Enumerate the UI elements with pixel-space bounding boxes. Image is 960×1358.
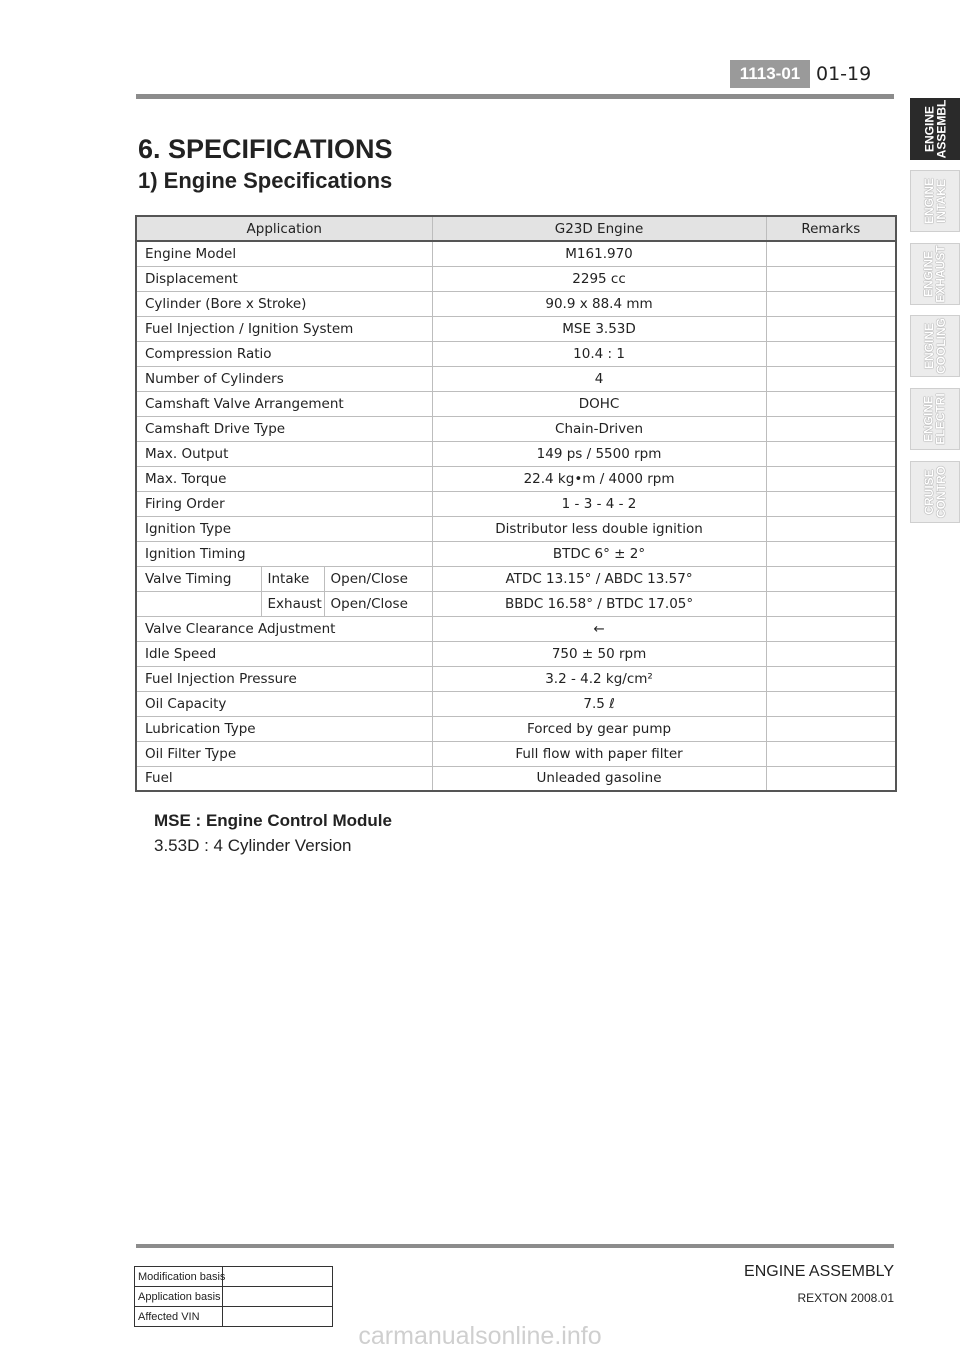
table-row [136, 641, 896, 666]
side-tab-engine-assembly[interactable] [910, 98, 960, 160]
row-remarks [766, 491, 896, 516]
side-tab-engine-exhaust[interactable] [910, 243, 960, 305]
row-value: Unleaded gasoline [432, 766, 766, 791]
row-value: Distributor less double ignition [432, 516, 766, 541]
mod-value [223, 1287, 333, 1307]
row-value: 90.9 x 88.4 mm [432, 291, 766, 316]
row-label: Number of Cylinders [136, 366, 432, 391]
row-value: Chain-Driven [432, 416, 766, 441]
side-tab-engine-electrical[interactable] [910, 388, 960, 450]
table-row [136, 541, 896, 566]
intake-value: ATDC 13.15° / ABDC 13.57° [432, 566, 766, 591]
side-tab-line: ENGINE [922, 323, 936, 370]
engine-specifications-table [135, 215, 897, 792]
row-value: M161.970 [432, 241, 766, 266]
header-application: Application [136, 216, 432, 241]
table-row [135, 1287, 333, 1307]
row-label: Engine Model [136, 241, 432, 266]
table-row [136, 391, 896, 416]
side-tab-line: ENGINE [922, 105, 937, 153]
row-remarks [766, 641, 896, 666]
table-row [136, 716, 896, 741]
row-label: Displacement [136, 266, 432, 291]
row-value: 2295 cc [432, 266, 766, 291]
row-remarks [766, 591, 896, 616]
row-remarks [766, 516, 896, 541]
note-mse: MSE : Engine Control Module [154, 811, 392, 830]
row-remarks [766, 741, 896, 766]
row-remarks [766, 541, 896, 566]
table-row [136, 516, 896, 541]
table-row [136, 341, 896, 366]
table-row [136, 241, 896, 266]
row-remarks [766, 566, 896, 591]
row-remarks [766, 316, 896, 341]
intake-label: Intake [261, 566, 324, 591]
side-tab-cruise-control[interactable] [910, 461, 960, 523]
row-remarks [766, 241, 896, 266]
row-label: Fuel [136, 766, 432, 791]
table-row [136, 766, 896, 791]
side-tab-line: COOLING [934, 318, 948, 374]
table-row [135, 1267, 333, 1287]
row-remarks [766, 716, 896, 741]
table-header-row [136, 216, 896, 241]
table-row [136, 691, 896, 716]
row-remarks [766, 616, 896, 641]
side-tab-engine-intake[interactable] [910, 170, 960, 232]
header-engine: G23D Engine [432, 216, 766, 241]
note-version: 3.53D : 4 Cylinder Version [154, 836, 352, 855]
row-value: 750 ± 50 rpm [432, 641, 766, 666]
side-tab-line: CONTRO [934, 466, 948, 518]
table-row [136, 741, 896, 766]
row-remarks [766, 466, 896, 491]
row-label: Compression Ratio [136, 341, 432, 366]
table-row [136, 366, 896, 391]
row-remarks [766, 416, 896, 441]
watermark: carmanualsonline.info [358, 1322, 602, 1350]
row-remarks [766, 366, 896, 391]
footer-title: ENGINE ASSEMBLY [744, 1263, 894, 1280]
side-tab-line: ASSEMBL [934, 99, 949, 159]
table-row [136, 416, 896, 441]
row-value: 1 - 3 - 4 - 2 [432, 491, 766, 516]
row-value: 7.5 ℓ [432, 691, 766, 716]
header-divider [136, 94, 894, 99]
section-title: 6. SPECIFICATIONS [138, 134, 393, 164]
row-remarks [766, 291, 896, 316]
side-tab-line: CRUISE [922, 469, 936, 515]
row-remarks [766, 691, 896, 716]
row-label: Ignition Type [136, 516, 432, 541]
table-row [136, 666, 896, 691]
row-label: Fuel Injection / Ignition System [136, 316, 432, 341]
row-label: Lubrication Type [136, 716, 432, 741]
table-row [136, 491, 896, 516]
document-code-badge: 1113-01 [730, 60, 810, 88]
row-label: Cylinder (Bore x Stroke) [136, 291, 432, 316]
row-label: Valve Clearance Adjustment [136, 616, 432, 641]
table-row [136, 266, 896, 291]
row-remarks [766, 441, 896, 466]
exhaust-mode: Open/Close [324, 591, 432, 616]
footer-subtitle: REXTON 2008.01 [797, 1291, 894, 1305]
side-tab-engine-cooling[interactable] [910, 315, 960, 377]
row-label: Idle Speed [136, 641, 432, 666]
row-value: 3.2 - 4.2 kg/cm² [432, 666, 766, 691]
side-tab-line: ENGINE [922, 396, 936, 443]
row-value: MSE 3.53D [432, 316, 766, 341]
row-label: Camshaft Drive Type [136, 416, 432, 441]
row-label: Camshaft Valve Arrangement [136, 391, 432, 416]
side-tab-line: ENGINE [922, 251, 936, 298]
mod-key: Affected VIN [135, 1307, 223, 1327]
row-value: 149 ps / 5500 rpm [432, 441, 766, 466]
row-label: Max. Torque [136, 466, 432, 491]
row-label: Oil Filter Type [136, 741, 432, 766]
row-value: 22.4 kg•m / 4000 rpm [432, 466, 766, 491]
row-remarks [766, 341, 896, 366]
exhaust-value: BBDC 16.58° / BTDC 17.05° [432, 591, 766, 616]
table-row-valve-intake [136, 566, 896, 591]
table-row [136, 291, 896, 316]
sub-title: 1) Engine Specifications [138, 168, 393, 193]
row-label: Oil Capacity [136, 691, 432, 716]
modification-table [134, 1266, 333, 1327]
table-row [136, 466, 896, 491]
row-value: 10.4 : 1 [432, 341, 766, 366]
row-value: 4 [432, 366, 766, 391]
valve-timing-blank [136, 591, 261, 616]
row-label: Fuel Injection Pressure [136, 666, 432, 691]
row-value: DOHC [432, 391, 766, 416]
table-row-valve-exhaust [136, 591, 896, 616]
side-tab-line: INTAKE [933, 179, 948, 223]
side-tab-line: EXHAUST [934, 245, 948, 303]
mod-key: Application basis [135, 1287, 223, 1307]
page-number: 01-19 [816, 63, 872, 85]
row-remarks [766, 766, 896, 791]
row-remarks [766, 266, 896, 291]
row-label: Ignition Timing [136, 541, 432, 566]
mod-key: Modification basis [135, 1267, 223, 1287]
intake-mode: Open/Close [324, 566, 432, 591]
row-value: BTDC 6° ± 2° [432, 541, 766, 566]
row-value: Forced by gear pump [432, 716, 766, 741]
table-row [136, 616, 896, 641]
mod-value [223, 1267, 333, 1287]
row-value: Full flow with paper filter [432, 741, 766, 766]
row-remarks [766, 666, 896, 691]
row-remarks [766, 391, 896, 416]
row-label: Max. Output [136, 441, 432, 466]
exhaust-label: Exhaust [261, 591, 324, 616]
side-tab-line: ELECTRI [934, 393, 948, 445]
row-label: Firing Order [136, 491, 432, 516]
row-value: ← [432, 616, 766, 641]
table-row [136, 316, 896, 341]
valve-timing-label: Valve Timing [136, 566, 261, 591]
side-tab-line: ENGINE [921, 177, 936, 225]
footer-divider [136, 1244, 894, 1248]
table-row [136, 441, 896, 466]
header-remarks: Remarks [766, 216, 896, 241]
